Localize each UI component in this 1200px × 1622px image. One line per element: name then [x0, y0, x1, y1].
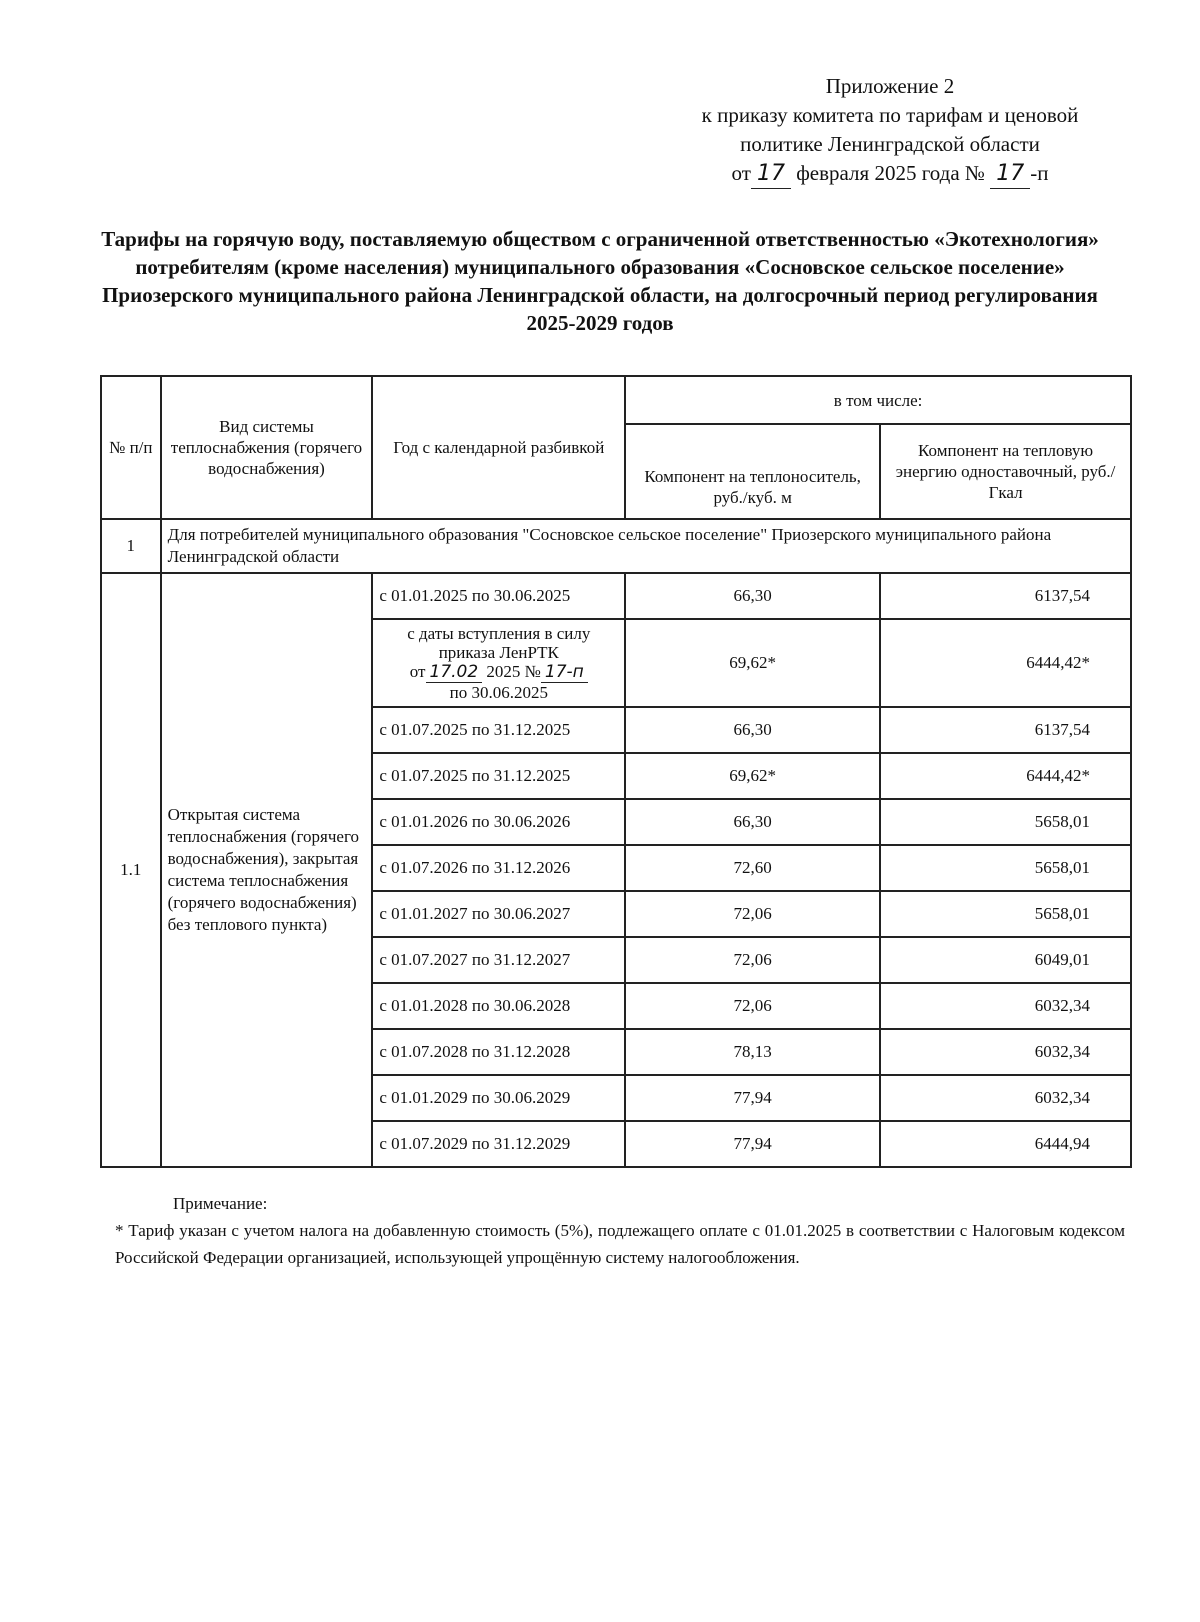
notes-section	[115, 1190, 1125, 1271]
energy-cell: 6444,94	[880, 1121, 1131, 1167]
header-energy: Компонент на тепловую энергию одноставочный, руб./Гкал	[880, 424, 1131, 519]
carrier-cell: 72,60	[625, 845, 880, 891]
group-num: 1	[101, 519, 161, 573]
appendix-date-line	[660, 159, 1120, 189]
period-cell: с 01.07.2028 по 31.12.2028	[372, 1029, 625, 1075]
handwritten-order-date: 17.02	[426, 663, 483, 683]
energy-cell: 6032,34	[880, 1029, 1131, 1075]
special-year: 2025 №	[486, 662, 541, 681]
period-cell: с 01.01.2028 по 30.06.2028	[372, 983, 625, 1029]
appendix-line-1: Приложение 2	[825, 74, 955, 98]
carrier-cell: 72,06	[625, 937, 880, 983]
carrier-cell: 69,62*	[625, 619, 880, 707]
carrier-cell: 77,94	[625, 1075, 880, 1121]
energy-cell: 5658,01	[880, 845, 1131, 891]
special-line-2: приказа ЛенРТК	[438, 643, 559, 662]
appendix-header	[660, 72, 1120, 189]
carrier-cell: 77,94	[625, 1121, 880, 1167]
table-row	[101, 573, 1131, 619]
carrier-cell: 69,62*	[625, 753, 880, 799]
header-carrier: Компонент на теплоноситель, руб./куб. м	[625, 424, 880, 519]
header-including: в том числе:	[625, 376, 1131, 424]
special-line-4: по 30.06.2025	[449, 683, 548, 702]
special-prefix: от	[409, 662, 426, 681]
handwritten-day: 17	[751, 159, 791, 189]
special-line-1: с даты вступления в силу	[407, 624, 591, 643]
energy-cell: 6032,34	[880, 983, 1131, 1029]
document-title: Тарифы на горячую воду, поставляемую обществом с ограниченной ответственностью «Экотехнология» потребителям (кроме населения) муниципального образования «Сосновское сельское поселение» Приозерского муниципального района Ленинградской области, на долгосрочный период регулирования 2025-2029 годов	[101, 227, 1099, 335]
tariff-table	[100, 375, 1132, 1168]
header-system: Вид системы теплоснабжения (горячего водоснабжения)	[161, 376, 373, 519]
period-cell: с 01.01.2025 по 30.06.2025	[372, 573, 625, 619]
appendix-line-3: политике Ленинградской области	[740, 132, 1040, 156]
carrier-cell: 66,30	[625, 707, 880, 753]
special-line-3	[379, 662, 618, 683]
handwritten-number: 17	[990, 159, 1030, 189]
period-cell: с 01.01.2027 по 30.06.2027	[372, 891, 625, 937]
carrier-cell: 72,06	[625, 983, 880, 1029]
energy-cell: 5658,01	[880, 891, 1131, 937]
period-cell: с 01.07.2029 по 31.12.2029	[372, 1121, 625, 1167]
notes-text: * Тариф указан с учетом налога на добавленную стоимость (5%), подлежащего оплате с 01.01.2025 в соответствии с Налоговым кодексом Российской Федерации организацией, использующей упрощённую систему налогообложения.	[115, 1221, 1125, 1267]
date-suffix: -п	[1030, 161, 1049, 185]
header-year: Год с календарной разбивкой	[372, 376, 625, 519]
carrier-cell: 78,13	[625, 1029, 880, 1075]
energy-cell: 6049,01	[880, 937, 1131, 983]
carrier-cell: 66,30	[625, 573, 880, 619]
appendix-line-2: к приказу комитета по тарифам и ценовой	[701, 103, 1079, 127]
period-cell: с 01.01.2026 по 30.06.2026	[372, 799, 625, 845]
period-cell: с 01.07.2027 по 31.12.2027	[372, 937, 625, 983]
energy-cell: 6444,42*	[880, 753, 1131, 799]
period-cell: с 01.07.2025 по 31.12.2025	[372, 707, 625, 753]
period-cell: с 01.01.2029 по 30.06.2029	[372, 1075, 625, 1121]
date-middle: февраля 2025 года №	[796, 161, 985, 185]
notes-title: Примечание:	[173, 1194, 268, 1213]
energy-cell: 6137,54	[880, 707, 1131, 753]
carrier-cell: 66,30	[625, 799, 880, 845]
period-cell: с 01.07.2026 по 31.12.2026	[372, 845, 625, 891]
system-description: Открытая система теплоснабжения (горячего водоснабжения), закрытая система теплоснабжения (горячего водоснабжения) без теплового пункта)	[161, 573, 373, 1167]
carrier-cell: 72,06	[625, 891, 880, 937]
period-cell-special	[372, 619, 625, 707]
period-cell: с 01.07.2025 по 31.12.2025	[372, 753, 625, 799]
header-num: № п/п	[101, 376, 161, 519]
group-description: Для потребителей муниципального образования "Сосновское сельское поселение" Приозерского муниципального района Ленинградской области	[161, 519, 1131, 573]
handwritten-order-number: 17-п	[541, 663, 588, 683]
energy-cell: 6137,54	[880, 573, 1131, 619]
date-prefix: от	[731, 161, 751, 185]
energy-cell: 6444,42*	[880, 619, 1131, 707]
energy-cell: 6032,34	[880, 1075, 1131, 1121]
sub-num: 1.1	[101, 573, 161, 1167]
energy-cell: 5658,01	[880, 799, 1131, 845]
